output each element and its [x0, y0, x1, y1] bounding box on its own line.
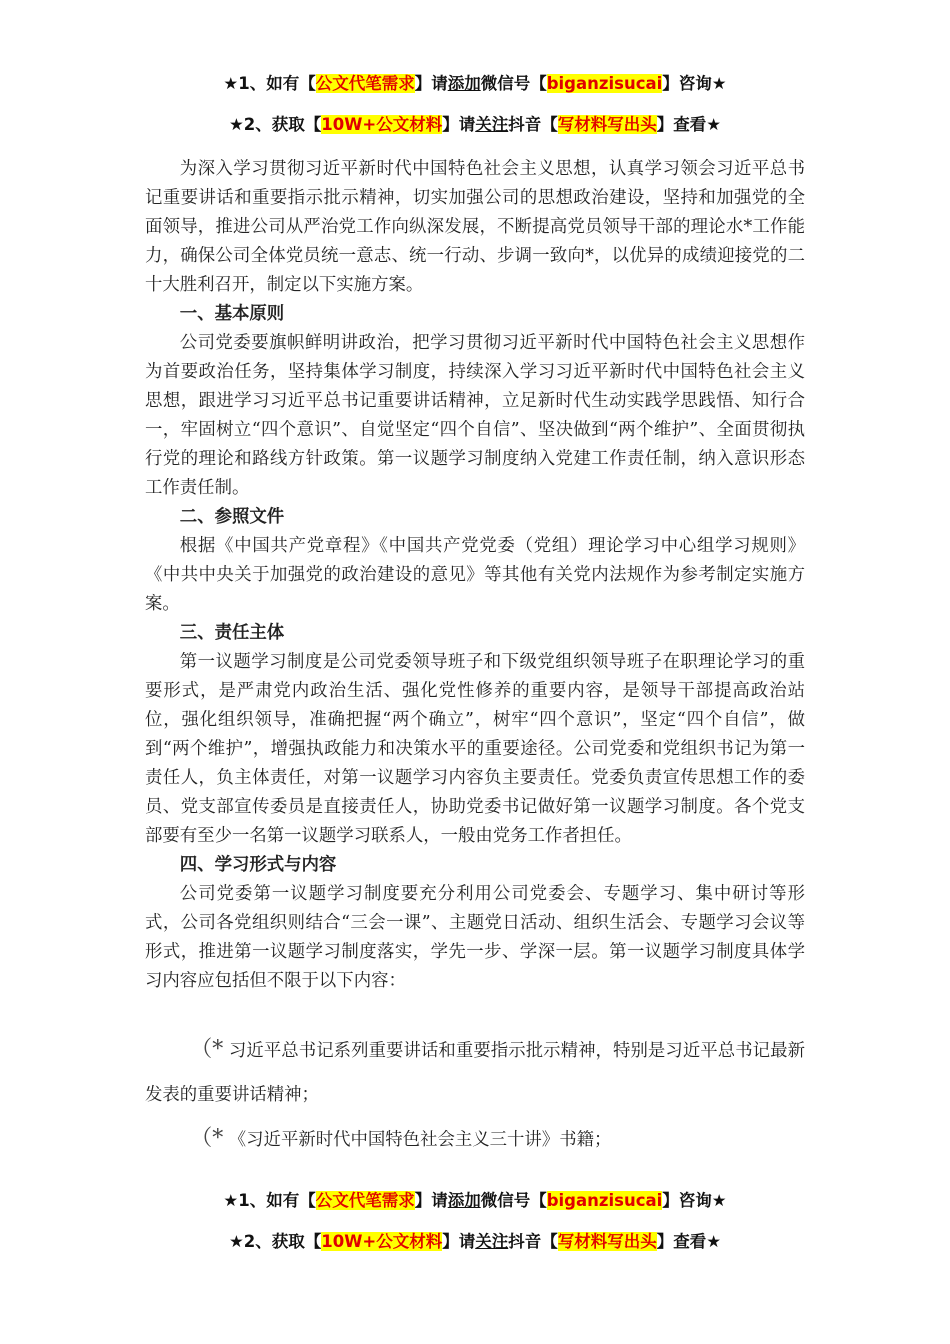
- list-marker: （*: [190, 1037, 224, 1062]
- section-heading-4: 四、学习形式与内容: [179, 855, 337, 875]
- document-body: [145, 155, 805, 996]
- banner-highlight: 10W+公文材料: [321, 1232, 443, 1251]
- section-paragraph-3: 第一议题学习制度是公司党委领导班子和下级党组织领导班子在职理论学习的重要形式，是严肃党内政治生活、强化党性修养的重要内容，是领导干部提高政治站位，强化组织领导，准确把握“两个确立”，树牢“四个意识”，坚定“四个自信”，做到“两个维护”，增强执政能力和决策水平的重要途径。公司党委和党组织书记为第一责任人，负主体责任，对第一议题学习内容负主要责任。党委负责宣传思想工作的委员、党支部宣传委员是直接责任人，协助党委书记做好第一议题学习制度。各个党支部要有至少一名第一议题学习联系人，一般由党务工作者担任。: [145, 652, 805, 846]
- banner-underline: 添加: [447, 1191, 481, 1210]
- banner-text: ★2、获取【: [228, 115, 322, 134]
- banner-text: 】请: [414, 74, 448, 93]
- banner-text: ★2、获取【: [228, 1232, 322, 1251]
- top-banner-line-1: [0, 70, 950, 94]
- banner-text: ★1、如有【: [223, 1191, 316, 1210]
- banner-text: 微信号【: [480, 1191, 547, 1210]
- banner-highlight: biganzisucai: [546, 74, 663, 93]
- banner-underline: 关注: [475, 1232, 509, 1251]
- bottom-banner-line-2: [0, 1228, 950, 1252]
- banner-text: 抖音【: [508, 115, 558, 134]
- banner-text: 】咨询★: [662, 1191, 727, 1210]
- section-heading-3: 三、责任主体: [179, 623, 285, 643]
- list-item-text: 《习近平新时代中国特色社会主义三十讲》书籍；: [223, 1130, 612, 1150]
- list-marker: （*: [190, 1126, 224, 1151]
- banner-underline: 关注: [475, 115, 509, 134]
- banner-text: 】请: [442, 1232, 476, 1251]
- banner-highlight: 写材料写出头: [557, 115, 657, 134]
- banner-highlight: 10W+公文材料: [321, 115, 443, 134]
- banner-highlight: biganzisucai: [546, 1191, 663, 1210]
- banner-highlight: 公文代笔需求: [315, 1191, 415, 1210]
- list-item: [145, 1117, 805, 1162]
- list-item: [145, 1028, 805, 1117]
- section-heading-1: 一、基本原则: [179, 304, 285, 324]
- section-heading-2: 二、参照文件: [179, 507, 285, 527]
- banner-highlight: 公文代笔需求: [315, 74, 415, 93]
- banner-text: 】请: [442, 115, 476, 134]
- banner-text: 】咨询★: [662, 74, 727, 93]
- list-item-text: 习近平总书记系列重要讲话和重要指示批示精神，特别是习近平总书记最新发表的重要讲话精神；: [145, 1041, 805, 1105]
- content-list: [145, 1028, 805, 1162]
- section-paragraph-4: 公司党委第一议题学习制度要充分利用公司党委会、专题学习、集中研讨等形式，公司各党组织则结合“三会一课”、主题党日活动、组织生活会、专题学习会议等形式，推进第一议题学习制度落实，学先一步、学深一层。第一议题学习制度具体学习内容应包括但不限于以下内容：: [145, 884, 805, 991]
- bottom-banner-line-1: [0, 1187, 950, 1211]
- section-paragraph-2: 根据《中国共产党章程》《中国共产党党委（党组）理论学习中心组学习规则》《中共中央关于加强党的政治建设的意见》等其他有关党内法规作为参考制定实施方案。: [145, 536, 805, 614]
- banner-text: 】查看★: [656, 115, 722, 134]
- banner-text: 抖音【: [508, 1232, 558, 1251]
- banner-underline: 添加: [447, 74, 481, 93]
- top-banner-line-2: [0, 111, 950, 135]
- banner-text: 】请: [414, 1191, 448, 1210]
- intro-paragraph: 为深入学习贯彻习近平新时代中国特色社会主义思想，认真学习领会习近平总书记重要讲话和重要指示批示精神，切实加强公司的思想政治建设，坚持和加强党的全面领导，推进公司从严治党工作向纵深发展，不断提高党员领导干部的理论水*工作能力，确保公司全体党员统一意志、统一行动、步调一致向*，以优异的成绩迎接党的二十大胜利召开，制定以下实施方案。: [145, 159, 805, 295]
- banner-text: 】查看★: [656, 1232, 722, 1251]
- banner-text: ★1、如有【: [223, 74, 316, 93]
- banner-highlight: 写材料写出头: [557, 1232, 657, 1251]
- section-paragraph-1: 公司党委要旗帜鲜明讲政治，把学习贯彻习近平新时代中国特色社会主义思想作为首要政治任务，坚持集体学习制度，持续深入学习习近平新时代中国特色社会主义思想，跟进学习习近平总书记重要讲话精神，立足新时代生动实践学思践悟、知行合一，牢固树立“四个意识”、自觉坚定“四个自信”、坚决做到“两个维护”、全面贯彻执行党的理论和路线方针政策。第一议题学习制度纳入党建工作责任制，纳入意识形态工作责任制。: [145, 333, 805, 498]
- banner-text: 微信号【: [480, 74, 547, 93]
